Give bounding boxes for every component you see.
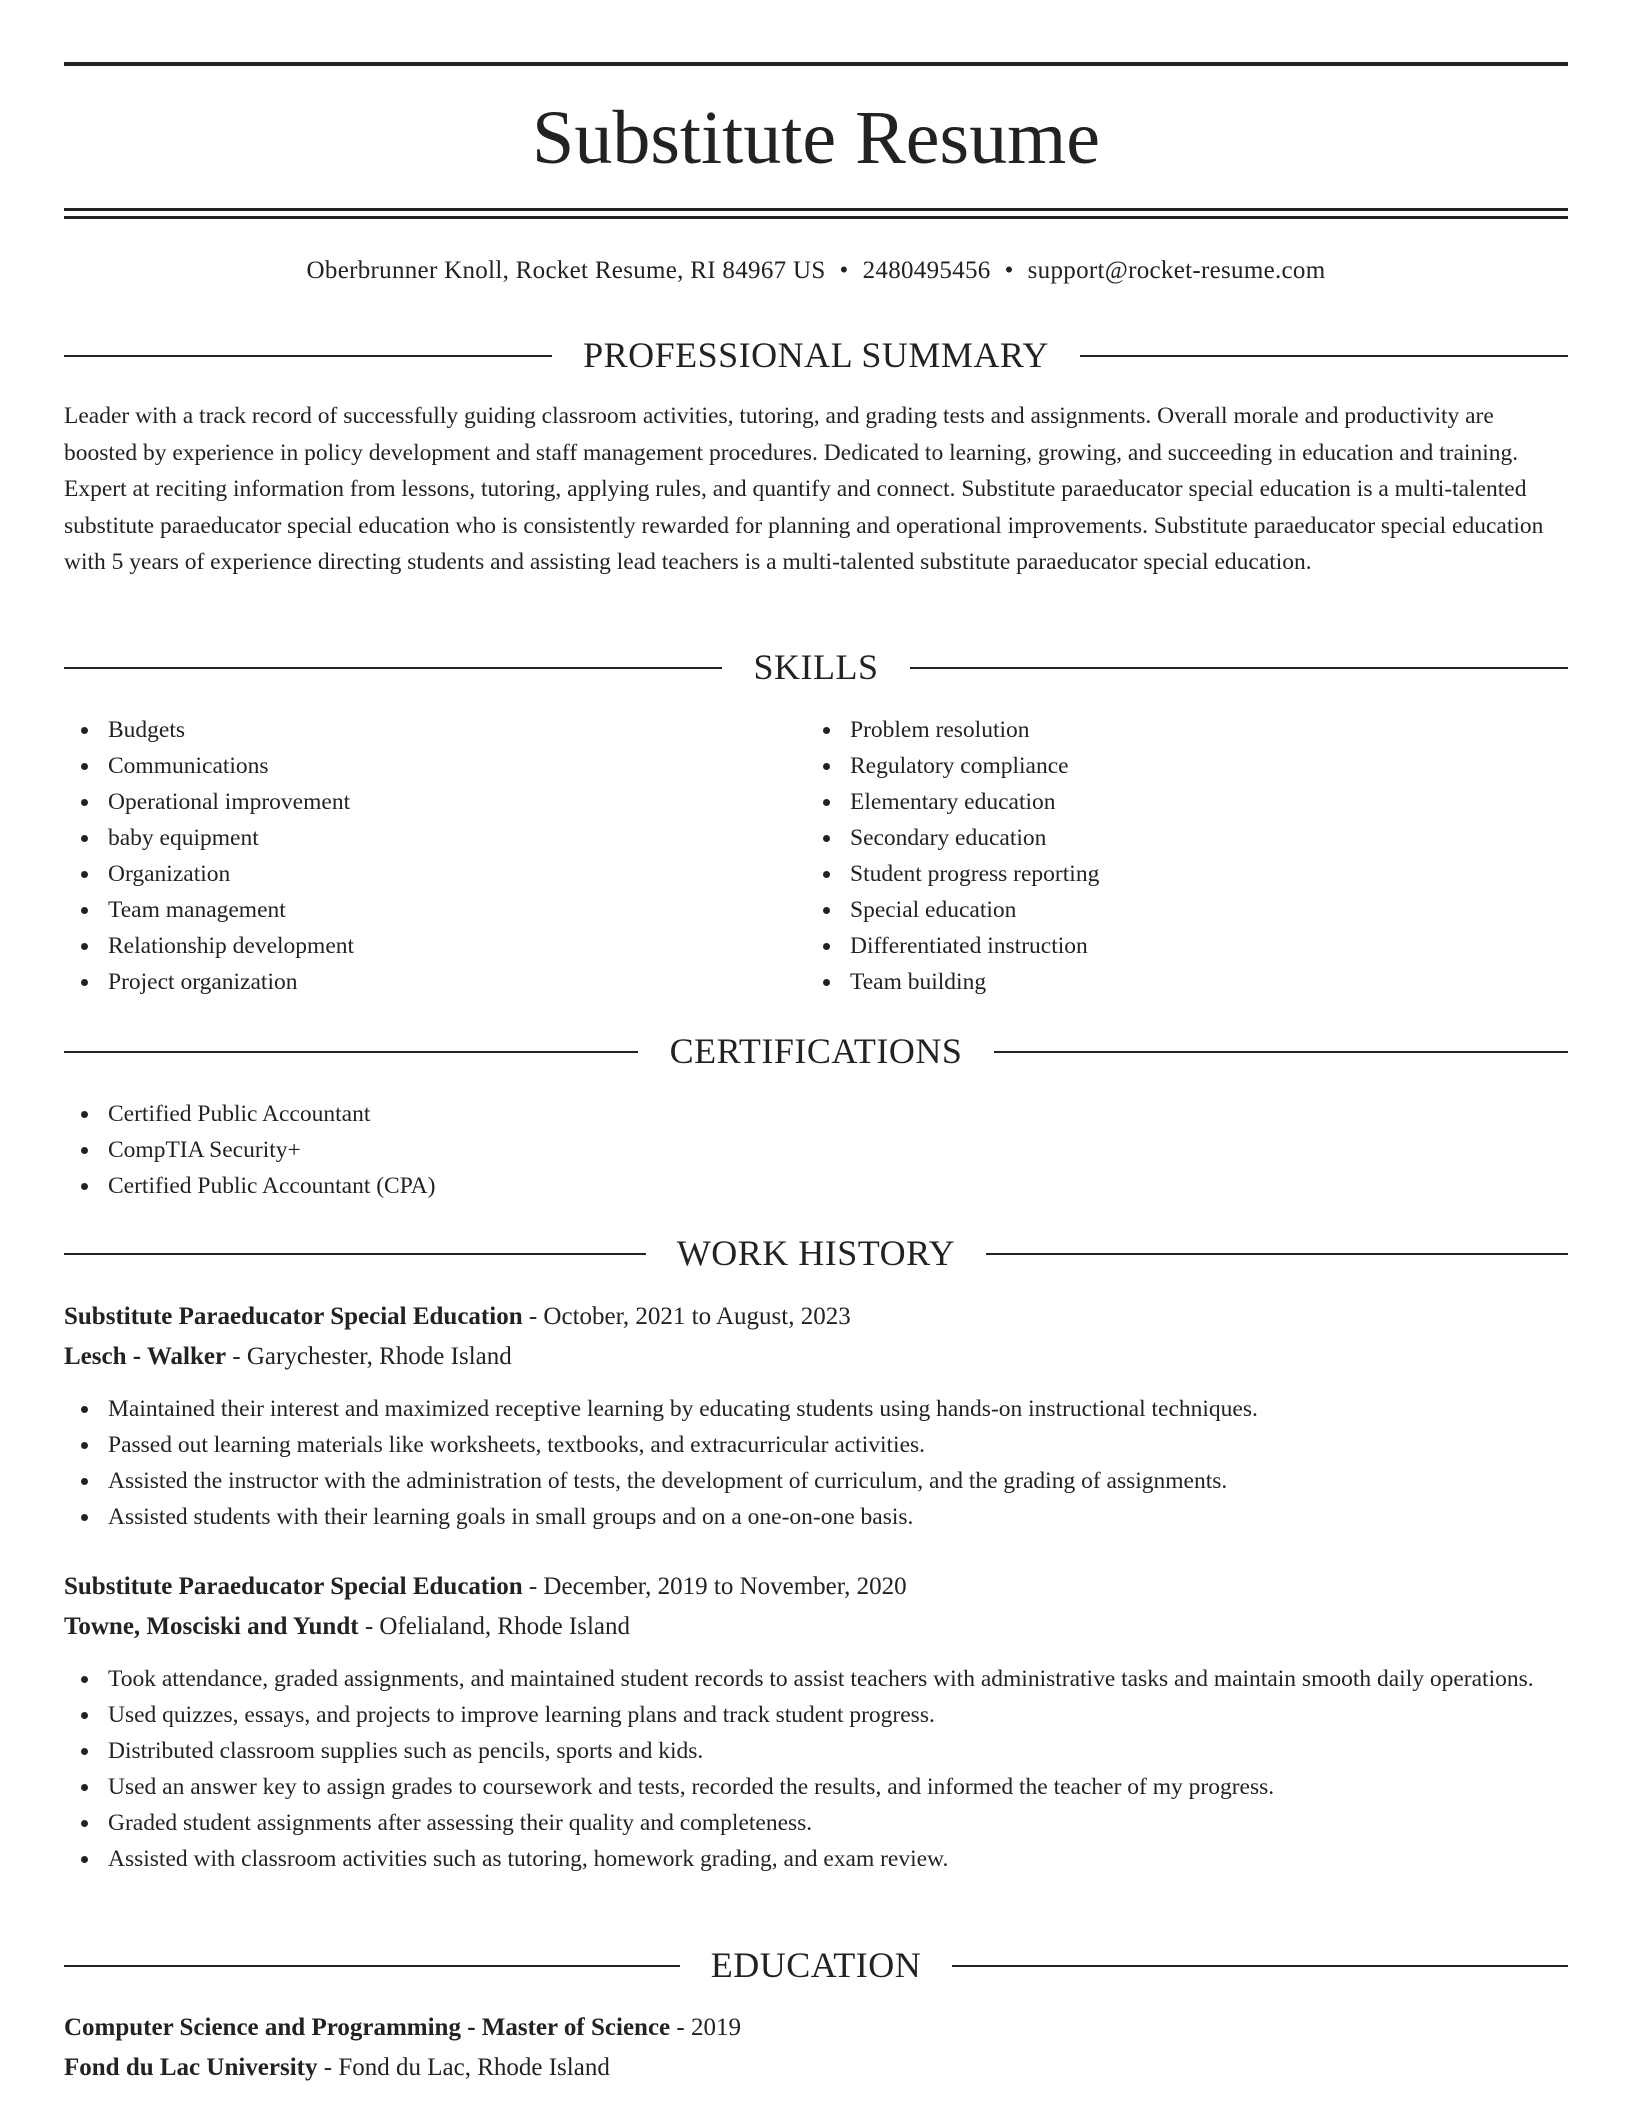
job-dates: - October, 2021 to August, 2023 bbox=[522, 1303, 851, 1330]
contact-email[interactable]: support@rocket-resume.com bbox=[1027, 257, 1326, 284]
skills-list-left bbox=[64, 712, 784, 1000]
list-item: Special education bbox=[806, 892, 1546, 928]
education-section-header bbox=[64, 1943, 1568, 1987]
list-item: Assisted students with their learning goals in small groups and on a one-on-one basis. bbox=[64, 1499, 1568, 1535]
education-school-line bbox=[64, 2048, 1568, 2088]
list-item: Graded student assignments after assessing their quality and completeness. bbox=[64, 1805, 1568, 1841]
header-double-rule-upper bbox=[64, 208, 1568, 211]
list-item: Team building bbox=[806, 964, 1546, 1000]
education-degree: Computer Science and Programming - Master of Science bbox=[64, 2014, 671, 2041]
list-item: Project organization bbox=[64, 964, 784, 1000]
certifications-section-header bbox=[64, 1029, 1568, 1073]
summary-text: Leader with a track record of successfully guiding classroom activities, tutoring, and grading tests and assignments. Overall morale and productivity are boosted by experience in policy development and staff management procedures. Dedicated to learning, growing, and succeeding in education and training. Expert at reciting information from lessons, tutoring, applying rules, and quantify and connect. Substitute paraeducator special education is a multi-talented substitute paraeducator special education who is consistently rewarded for planning and operational improvements. Substitute paraeducator special education with 5 years of experience directing students and assisting lead teachers is a multi-talented substitute paraeducator special education. bbox=[64, 403, 1544, 575]
list-item: CompTIA Security+ bbox=[64, 1132, 1568, 1168]
job-company: Towne, Mosciski and Yundt bbox=[64, 1613, 359, 1640]
list-item: Team management bbox=[64, 892, 784, 928]
list-item: baby equipment bbox=[64, 820, 784, 856]
contact-line bbox=[64, 253, 1568, 289]
list-item: Differentiated instruction bbox=[806, 928, 1546, 964]
contact-separator: • bbox=[1004, 257, 1014, 284]
job-location: - Garychester, Rhode Island bbox=[226, 1343, 512, 1370]
certifications-list bbox=[64, 1096, 1568, 1204]
list-item: Elementary education bbox=[806, 784, 1546, 820]
education-degree-line bbox=[64, 2008, 1568, 2048]
summary-section-header bbox=[64, 333, 1568, 377]
job-title: Substitute Paraeducator Special Education bbox=[64, 1573, 523, 1600]
job-company: Lesch - Walker bbox=[64, 1343, 227, 1370]
list-item: Took attendance, graded assignments, and maintained student records to assist teachers with administrative tasks and maintain smooth daily operations. bbox=[64, 1661, 1568, 1697]
work-section-header bbox=[64, 1231, 1568, 1275]
job-company-line bbox=[64, 1607, 1568, 1647]
list-item: Assisted the instructor with the administration of tests, the development of curriculum, and the grading of assignments. bbox=[64, 1463, 1568, 1499]
list-item: Organization bbox=[64, 856, 784, 892]
job-dates: - December, 2019 to November, 2020 bbox=[522, 1573, 907, 1600]
list-item: Budgets bbox=[64, 712, 784, 748]
summary-heading: PROFESSIONAL SUMMARY bbox=[583, 335, 1049, 375]
list-item: Problem resolution bbox=[806, 712, 1546, 748]
list-item: Operational improvement bbox=[64, 784, 784, 820]
list-item: Assisted with classroom activities such as tutoring, homework grading, and exam review. bbox=[64, 1841, 1568, 1877]
list-item: Relationship development bbox=[64, 928, 784, 964]
contact-phone[interactable]: 2480495456 bbox=[862, 257, 991, 284]
job-title-line bbox=[64, 1297, 1568, 1337]
list-item: Maintained their interest and maximized receptive learning by educating students using hands-on instructional techniques. bbox=[64, 1391, 1568, 1427]
list-item: Passed out learning materials like worksheets, textbooks, and extracurricular activities. bbox=[64, 1427, 1568, 1463]
skills-heading: SKILLS bbox=[753, 647, 879, 687]
header-top-rule bbox=[64, 62, 1568, 66]
list-item: Secondary education bbox=[806, 820, 1546, 856]
job-title: Substitute Paraeducator Special Education bbox=[64, 1303, 523, 1330]
header-double-rule-lower bbox=[64, 216, 1568, 219]
list-item: Certified Public Accountant bbox=[64, 1096, 1568, 1132]
education-heading: EDUCATION bbox=[710, 1945, 922, 1985]
list-item: Communications bbox=[64, 748, 784, 784]
contact-separator: • bbox=[839, 257, 849, 284]
list-item: Used quizzes, essays, and projects to improve learning plans and track student progress. bbox=[64, 1697, 1568, 1733]
skills-section-header bbox=[64, 645, 1568, 689]
work-heading: WORK HISTORY bbox=[676, 1233, 956, 1273]
list-item: Regulatory compliance bbox=[806, 748, 1546, 784]
job-company-line bbox=[64, 1337, 1568, 1377]
job-bullets bbox=[64, 1391, 1568, 1535]
list-item: Used an answer key to assign grades to coursework and tests, recorded the results, and informed the teacher of my progress. bbox=[64, 1769, 1568, 1805]
job-location: - Ofelialand, Rhode Island bbox=[358, 1613, 631, 1640]
skills-list-right bbox=[806, 712, 1546, 1000]
education-year: - 2019 bbox=[670, 2014, 741, 2041]
resume-title: Substitute Resume bbox=[532, 96, 1100, 180]
education-school: Fond du Lac University bbox=[64, 2054, 318, 2081]
list-item: Student progress reporting bbox=[806, 856, 1546, 892]
contact-address: Oberbrunner Knoll, Rocket Resume, RI 84967 US bbox=[306, 257, 826, 284]
education-location: - Fond du Lac, Rhode Island bbox=[317, 2054, 610, 2081]
list-item: Certified Public Accountant (CPA) bbox=[64, 1168, 1568, 1204]
list-item: Distributed classroom supplies such as pencils, sports and kids. bbox=[64, 1733, 1568, 1769]
certifications-heading: CERTIFICATIONS bbox=[669, 1031, 963, 1071]
job-title-line bbox=[64, 1567, 1568, 1607]
job-bullets bbox=[64, 1661, 1568, 1877]
